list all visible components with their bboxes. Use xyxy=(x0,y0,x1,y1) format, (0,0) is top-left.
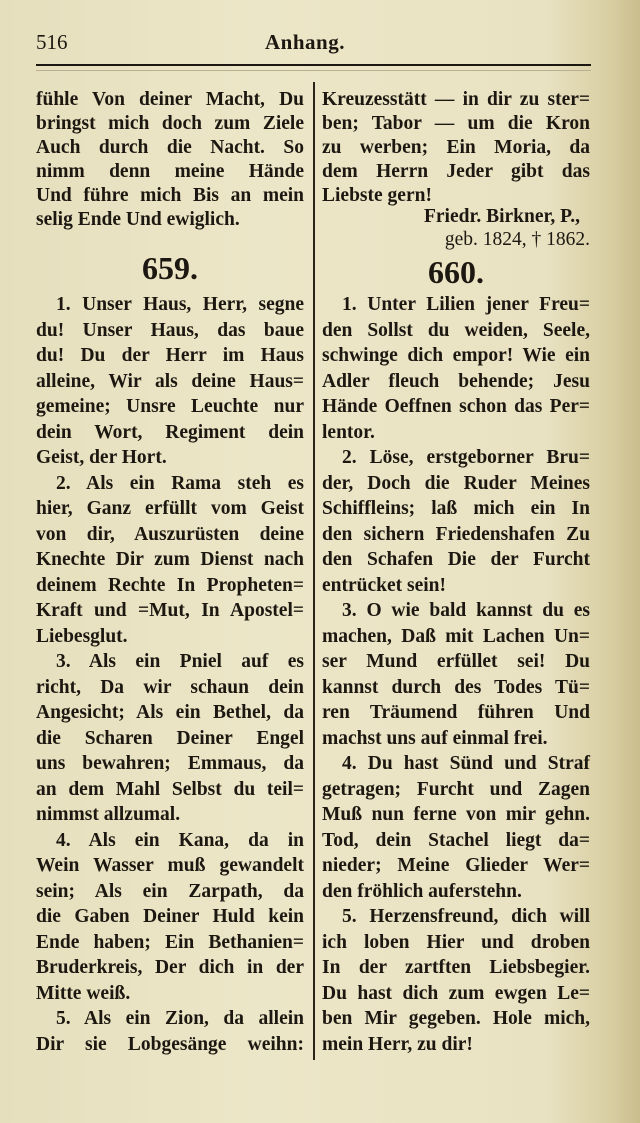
text-line: Kraft und =Mut, In Apostel= xyxy=(36,600,304,621)
text-line: getragen; Furcht und Zagen xyxy=(322,778,590,800)
text-line: die Scharen Deiner Engel xyxy=(36,727,304,749)
text-line: nieder; Meine Glieder Wer= xyxy=(322,855,590,876)
text-line: Schiffleins; laß mich ein In xyxy=(322,498,590,519)
attribution xyxy=(322,204,590,250)
text-line: nimm denn meine Hände xyxy=(36,161,304,182)
text-line: ben Mir gegeben. Hole mich, xyxy=(322,1008,590,1029)
text-line: uns bewahren; Emmaus, da xyxy=(36,753,304,774)
text-line: 4. Als ein Kana, da in xyxy=(56,829,304,851)
text-line: machst uns auf einmal frei. xyxy=(322,727,548,749)
text-line: den Schafen Die der Furcht xyxy=(322,549,590,570)
text-line: Auch durch die Nacht. So xyxy=(36,137,304,158)
text-line: ben; Tabor — um die Kron xyxy=(322,113,590,134)
text-line: Ende haben; Ein Bethanien= xyxy=(36,931,304,953)
text-line: die Gaben Deiner Huld kein xyxy=(36,906,304,927)
text-line: Bruderkreis, Der dich in der xyxy=(36,957,304,978)
text-line: 5. Herzensfreund, dich will xyxy=(342,906,590,927)
text-line: alleine, Wir als deine Haus= xyxy=(36,370,304,392)
text-line: an dem Mahl Selbst du teil= xyxy=(36,778,304,800)
text-line: ich loben Hier und droben xyxy=(322,931,590,953)
text-line: entrücket sein! xyxy=(322,574,447,596)
text-line: machen, Daß mit Lachen Un= xyxy=(322,625,590,647)
text-line: Tod, dein Stachel liegt da= xyxy=(322,829,590,851)
author-name: Friedr. Birkner, P., xyxy=(423,206,580,227)
text-line: kannst durch des Todes Tü= xyxy=(322,676,590,698)
text-line: Mitte weiß. xyxy=(36,982,131,1004)
text-line: Liebesglut. xyxy=(36,625,128,647)
text-line: sein; Als ein Zarpath, da xyxy=(36,880,304,902)
text-line: Geist, der Hort. xyxy=(36,447,167,468)
text-line: 5. Als ein Zion, da allein xyxy=(56,1008,304,1029)
text-line: 3. O wie bald kannst du es xyxy=(342,600,590,621)
text-line: 4. Du hast Sünd und Straf xyxy=(342,753,590,774)
text-line: von dir, Auszurüsten deine xyxy=(36,523,304,545)
text-line: dem Herrn Jeder gibt das xyxy=(322,161,590,182)
text-line: bringst mich doch zum Ziele xyxy=(36,113,304,134)
text-line: den fröhlich auferstehn. xyxy=(322,880,522,902)
text-line: 3. Als ein Pniel auf es xyxy=(56,651,304,672)
text-line: fühle Von deiner Macht, Du xyxy=(36,89,304,110)
text-line: Wein Wasser muß gewandelt xyxy=(36,855,304,876)
header-rule xyxy=(36,64,591,66)
text-line: hier, Ganz erfüllt vom Geist xyxy=(36,498,304,519)
text-line: Knechte Dir zum Dienst nach xyxy=(36,549,304,570)
text-line: richt, Da wir schaun dein xyxy=(36,676,304,698)
text-line: 1. Unser Haus, Herr, segne xyxy=(56,294,304,315)
text-line: 1. Unter Lilien jener Freu= xyxy=(342,294,590,315)
text-line: Adler fleuch behende; Jesu xyxy=(322,370,590,392)
hymn-660-text xyxy=(322,292,590,1057)
running-title: Anhang. xyxy=(265,30,345,54)
hymn-659-text xyxy=(36,292,304,1057)
text-line: Kreuzesstätt — in dir zu ster= xyxy=(322,89,590,110)
text-line: nimmst allzumal. xyxy=(36,804,181,825)
text-line: Hände Oeffnen schon das Per= xyxy=(322,396,590,417)
text-line: ren Träumend führen Und xyxy=(322,702,590,723)
text-line: lentor. xyxy=(322,421,375,443)
text-line: Dir sie Lobgesänge weihn: xyxy=(36,1033,304,1055)
text-line: Du hast dich zum ewgen Le= xyxy=(322,982,590,1004)
text-line: dein Wort, Regiment dein xyxy=(36,421,304,443)
text-line: mein Herr, zu dir! xyxy=(322,1033,473,1055)
author-dates: geb. 1824, † 1862. xyxy=(444,228,590,250)
text-line: du! Unser Haus, das baue xyxy=(36,319,304,341)
text-line: 2. Als ein Rama steh es xyxy=(56,472,304,494)
text-line: deinem Rechte In Propheten= xyxy=(36,574,304,596)
text-line: du! Du der Herr im Haus xyxy=(36,345,304,366)
text-line: Und führe mich Bis an mein xyxy=(36,185,304,206)
text-line: Angesicht; Als ein Bethel, da xyxy=(36,702,304,723)
text-line: den Sollst du weiden, Seele, xyxy=(322,319,590,341)
text-line: schwinge dich empor! Wie ein xyxy=(322,345,590,366)
page-number: 516 xyxy=(36,30,68,54)
text-line: Muß nun ferne von mir gehn. xyxy=(322,804,590,825)
hymn-number-660: 660. xyxy=(428,254,484,290)
text-line: ser Mund erfüllet sei! Du xyxy=(322,651,590,672)
right-column-continuation xyxy=(322,88,590,208)
text-line: In der zartften Liebsbegier. xyxy=(322,957,590,978)
text-line: 2. Löse, erstgeborner Bru= xyxy=(342,447,590,468)
column-divider xyxy=(313,82,315,1060)
text-line: Liebste gern! xyxy=(322,185,432,206)
text-line: den sichern Friedenshafen Zu xyxy=(322,523,590,545)
left-column-continuation xyxy=(36,88,304,232)
hymn-number-659: 659. xyxy=(142,250,198,286)
text-line: zu werben; Ein Moria, da xyxy=(322,137,590,158)
text-line: gemeine; Unsre Leuchte nur xyxy=(36,396,304,417)
text-line: der, Doch die Ruder Meines xyxy=(322,472,590,494)
header-rule-thin xyxy=(36,70,591,71)
text-line: selig Ende Und ewiglich. xyxy=(36,209,240,230)
